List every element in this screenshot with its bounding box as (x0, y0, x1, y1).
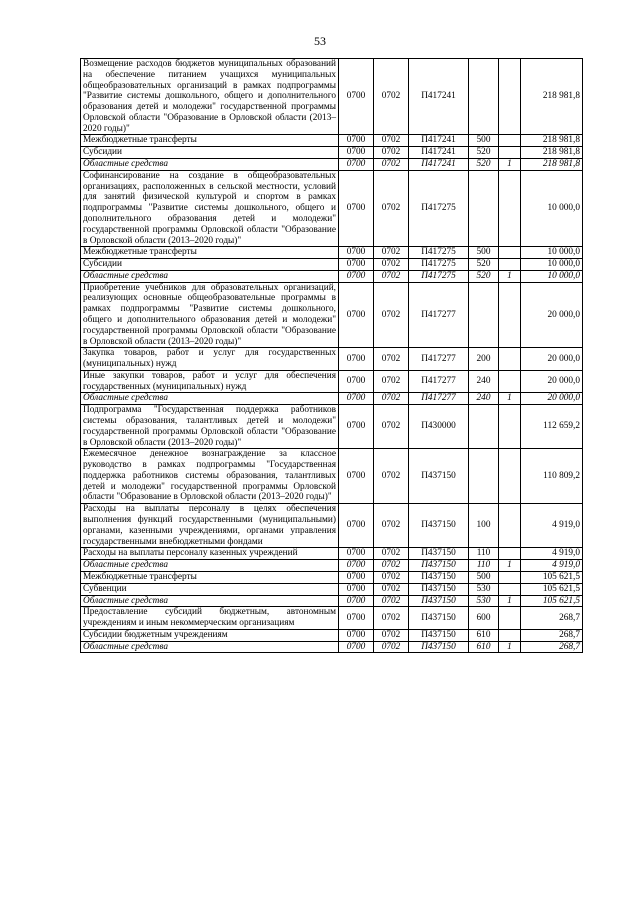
subsection-code: 0702 (374, 348, 409, 371)
amount: 268,7 (521, 641, 583, 653)
row-description: Возмещение расходов бюджетов муниципальных образований на обеспечение питанием учащихся муниципальных общеобразовательных организаций в рамках подпрограммы "Развитие системы дошкольного, общего и дополнительного образования детей и молодежи" государственной программы Орловской области "Образование в Орловской области (2013–2020 годы)" (81, 59, 339, 135)
table-row (81, 449, 583, 504)
expense-type-code: 530 (469, 583, 499, 595)
table-row (81, 348, 583, 371)
table-row (81, 170, 583, 246)
subsection-code: 0702 (374, 370, 409, 393)
section-code: 0700 (339, 59, 374, 135)
funding-source-code (499, 370, 521, 393)
table-row (81, 595, 583, 607)
expense-type-code: 520 (469, 259, 499, 271)
section-code: 0700 (339, 595, 374, 607)
row-description: Расходы на выплаты персоналу казенных учреждений (81, 548, 339, 560)
target-article-code: П417277 (409, 393, 469, 405)
subsection-code: 0702 (374, 449, 409, 504)
subsection-code: 0702 (374, 170, 409, 246)
section-code: 0700 (339, 504, 374, 548)
expense-type-code: 530 (469, 595, 499, 607)
table-row (81, 59, 583, 135)
row-description: Межбюджетные трансферты (81, 571, 339, 583)
row-description: Иные закупки товаров, работ и услуг для обеспечения государственных (муниципальных) нужд (81, 370, 339, 393)
section-code: 0700 (339, 548, 374, 560)
table-row (81, 641, 583, 653)
row-description: Субсидии (81, 259, 339, 271)
section-code: 0700 (339, 147, 374, 159)
table-row (81, 629, 583, 641)
target-article-code: П417277 (409, 348, 469, 371)
row-description: Межбюджетные трансферты (81, 247, 339, 259)
amount: 218 981,8 (521, 135, 583, 147)
subsection-code: 0702 (374, 159, 409, 171)
table-row (81, 159, 583, 171)
table-row (81, 571, 583, 583)
section-code: 0700 (339, 348, 374, 371)
row-description: Предоставление субсидий бюджетным, автономным учреждениям и иным некоммерческим организациям (81, 607, 339, 630)
subsection-code: 0702 (374, 247, 409, 259)
target-article-code: П437150 (409, 560, 469, 572)
amount: 10 000,0 (521, 270, 583, 282)
table-row (81, 393, 583, 405)
amount: 110 809,2 (521, 449, 583, 504)
row-description: Расходы на выплаты персоналу в целях обеспечения выполнения функций государственными (муниципальными) органами, казенными учреждениями, органами управления государственными внебюджетными фондами (81, 504, 339, 548)
funding-source-code (499, 147, 521, 159)
funding-source-code: 1 (499, 159, 521, 171)
expense-type-code: 500 (469, 135, 499, 147)
amount: 4 919,0 (521, 548, 583, 560)
target-article-code: П437150 (409, 641, 469, 653)
subsection-code: 0702 (374, 571, 409, 583)
target-article-code: П437150 (409, 504, 469, 548)
target-article-code: П417241 (409, 135, 469, 147)
target-article-code: П417241 (409, 147, 469, 159)
section-code: 0700 (339, 135, 374, 147)
section-code: 0700 (339, 259, 374, 271)
section-code: 0700 (339, 282, 374, 348)
amount: 218 981,8 (521, 147, 583, 159)
row-description: Областные средства (81, 560, 339, 572)
amount: 4 919,0 (521, 504, 583, 548)
expense-type-code (469, 282, 499, 348)
expense-type-code: 520 (469, 147, 499, 159)
amount: 218 981,8 (521, 59, 583, 135)
expense-type-code: 200 (469, 348, 499, 371)
section-code: 0700 (339, 583, 374, 595)
target-article-code: П437150 (409, 583, 469, 595)
table-row (81, 405, 583, 449)
section-code: 0700 (339, 449, 374, 504)
target-article-code: П437150 (409, 571, 469, 583)
funding-source-code: 1 (499, 641, 521, 653)
subsection-code: 0702 (374, 135, 409, 147)
amount: 10 000,0 (521, 259, 583, 271)
amount: 105 621,5 (521, 583, 583, 595)
expense-type-code (469, 405, 499, 449)
target-article-code: П417241 (409, 59, 469, 135)
funding-source-code (499, 135, 521, 147)
table-row (81, 270, 583, 282)
expense-type-code (469, 449, 499, 504)
expense-type-code (469, 59, 499, 135)
funding-source-code (499, 282, 521, 348)
funding-source-code (499, 170, 521, 246)
target-article-code: П417277 (409, 370, 469, 393)
target-article-code: П417275 (409, 247, 469, 259)
funding-source-code (499, 607, 521, 630)
row-description: Подпрограмма "Государственная поддержка работников системы образования, талантливых детей и молодежи" государственной программы Орловской области "Образование в Орловской области (2013–2020 годы)" (81, 405, 339, 449)
target-article-code: П417277 (409, 282, 469, 348)
table-row (81, 247, 583, 259)
amount: 20 000,0 (521, 282, 583, 348)
subsection-code: 0702 (374, 641, 409, 653)
amount: 20 000,0 (521, 393, 583, 405)
expense-type-code (469, 170, 499, 246)
expense-type-code: 500 (469, 571, 499, 583)
funding-source-code (499, 59, 521, 135)
expense-type-code: 610 (469, 641, 499, 653)
section-code: 0700 (339, 370, 374, 393)
subsection-code: 0702 (374, 259, 409, 271)
section-code: 0700 (339, 405, 374, 449)
target-article-code: П437150 (409, 449, 469, 504)
amount: 10 000,0 (521, 247, 583, 259)
row-description: Ежемесячное денежное вознаграждение за классное руководство в рамках подпрограммы "Государственная поддержка работников системы образования, талантливых детей и молодежи" государственной программы Орловской области "Образование в Орловской области (2013–2020 годы)" (81, 449, 339, 504)
table-row (81, 607, 583, 630)
amount: 20 000,0 (521, 348, 583, 371)
section-code: 0700 (339, 571, 374, 583)
row-description: Субсидии бюджетным учреждениям (81, 629, 339, 641)
section-code: 0700 (339, 629, 374, 641)
funding-source-code (499, 247, 521, 259)
funding-source-code: 1 (499, 595, 521, 607)
amount: 218 981,8 (521, 159, 583, 171)
amount: 105 621,5 (521, 571, 583, 583)
expense-type-code: 100 (469, 504, 499, 548)
row-description: Областные средства (81, 595, 339, 607)
subsection-code: 0702 (374, 629, 409, 641)
table-row (81, 504, 583, 548)
table-row (81, 135, 583, 147)
amount: 10 000,0 (521, 170, 583, 246)
expense-type-code: 520 (469, 270, 499, 282)
amount: 20 000,0 (521, 370, 583, 393)
funding-source-code (499, 629, 521, 641)
expense-type-code: 500 (469, 247, 499, 259)
funding-source-code (499, 449, 521, 504)
row-description: Приобретение учебников для образовательных организаций, реализующих основные общеобразовательные программы в рамках подпрограммы "Развитие системы дошкольного, общего и дополнительного образования детей и молодежи" государственной программы Орловской области "Образование в Орловской области (2013–2020 годы)" (81, 282, 339, 348)
expense-type-code: 520 (469, 159, 499, 171)
amount: 268,7 (521, 629, 583, 641)
target-article-code: П437150 (409, 607, 469, 630)
section-code: 0700 (339, 560, 374, 572)
section-code: 0700 (339, 270, 374, 282)
row-description: Межбюджетные трансферты (81, 135, 339, 147)
subsection-code: 0702 (374, 405, 409, 449)
funding-source-code (499, 571, 521, 583)
amount: 105 621,5 (521, 595, 583, 607)
section-code: 0700 (339, 247, 374, 259)
row-description: Субсидии (81, 147, 339, 159)
funding-source-code (499, 504, 521, 548)
table-row (81, 147, 583, 159)
subsection-code: 0702 (374, 270, 409, 282)
subsection-code: 0702 (374, 583, 409, 595)
subsection-code: 0702 (374, 504, 409, 548)
budget-table-body (81, 59, 583, 653)
amount: 112 659,2 (521, 405, 583, 449)
table-row (81, 282, 583, 348)
target-article-code: П417275 (409, 259, 469, 271)
funding-source-code: 1 (499, 270, 521, 282)
section-code: 0700 (339, 393, 374, 405)
subsection-code: 0702 (374, 548, 409, 560)
subsection-code: 0702 (374, 147, 409, 159)
row-description: Областные средства (81, 270, 339, 282)
target-article-code: П437150 (409, 595, 469, 607)
target-article-code: П437150 (409, 548, 469, 560)
target-article-code: П430000 (409, 405, 469, 449)
table-row (81, 560, 583, 572)
subsection-code: 0702 (374, 282, 409, 348)
funding-source-code: 1 (499, 560, 521, 572)
funding-source-code (499, 583, 521, 595)
amount: 4 919,0 (521, 560, 583, 572)
row-description: Областные средства (81, 641, 339, 653)
table-row (81, 370, 583, 393)
section-code: 0700 (339, 159, 374, 171)
expense-type-code: 110 (469, 548, 499, 560)
row-description: Областные средства (81, 159, 339, 171)
target-article-code: П437150 (409, 629, 469, 641)
table-row (81, 548, 583, 560)
subsection-code: 0702 (374, 560, 409, 572)
table-row (81, 259, 583, 271)
row-description: Областные средства (81, 393, 339, 405)
funding-source-code (499, 348, 521, 371)
section-code: 0700 (339, 607, 374, 630)
budget-table (80, 58, 583, 653)
target-article-code: П417275 (409, 270, 469, 282)
expense-type-code: 110 (469, 560, 499, 572)
target-article-code: П417241 (409, 159, 469, 171)
expense-type-code: 240 (469, 370, 499, 393)
funding-source-code (499, 259, 521, 271)
funding-source-code: 1 (499, 393, 521, 405)
subsection-code: 0702 (374, 607, 409, 630)
section-code: 0700 (339, 641, 374, 653)
funding-source-code (499, 405, 521, 449)
subsection-code: 0702 (374, 595, 409, 607)
expense-type-code: 240 (469, 393, 499, 405)
row-description: Субвенции (81, 583, 339, 595)
funding-source-code (499, 548, 521, 560)
section-code: 0700 (339, 170, 374, 246)
target-article-code: П417275 (409, 170, 469, 246)
expense-type-code: 610 (469, 629, 499, 641)
amount: 268,7 (521, 607, 583, 630)
expense-type-code: 600 (469, 607, 499, 630)
row-description: Софинансирование на создание в общеобразовательных организациях, расположенных в сельской местности, условий для занятий физической культурой и спортом в рамках подпрограммы "Развитие системы дошкольного, общего и дополнительного образования детей и молодежи" государственной программы Орловской области "Образование в Орловской области (2013–2020 годы)" (81, 170, 339, 246)
subsection-code: 0702 (374, 59, 409, 135)
table-row (81, 583, 583, 595)
page-number: 53 (314, 34, 326, 48)
row-description: Закупка товаров, работ и услуг для государственных (муниципальных) нужд (81, 348, 339, 371)
subsection-code: 0702 (374, 393, 409, 405)
